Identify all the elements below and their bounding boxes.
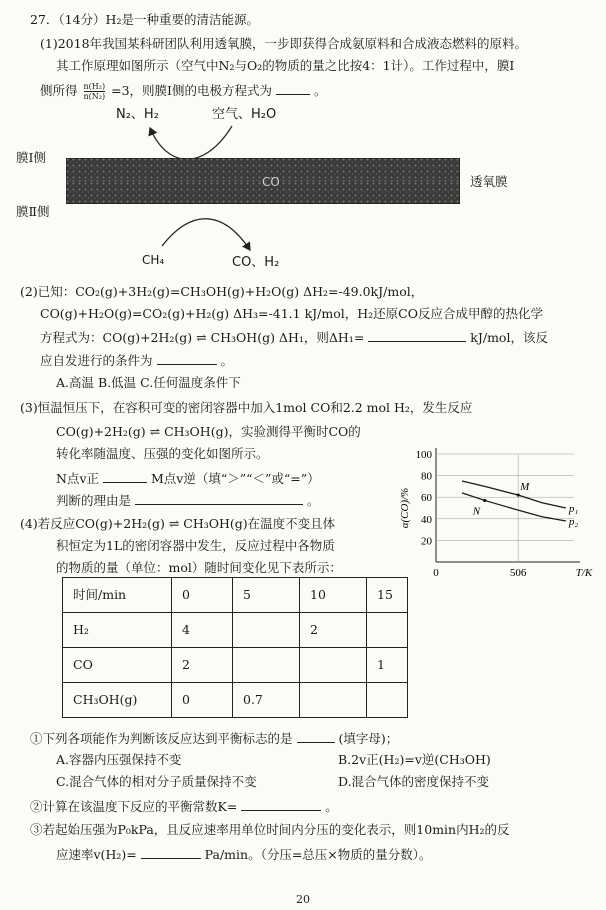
sub1-line [30,730,398,748]
x-axis-label: T/K [575,567,593,578]
part3-line5-b: 。 [306,493,320,508]
point-label: N [472,505,481,518]
answer-blank-dh1[interactable] [368,329,466,342]
answer-blank-k[interactable] [241,798,321,811]
table-cell [367,613,408,648]
conversion-chart [398,438,594,578]
answer-blank-compare[interactable] [103,470,147,483]
data-table [62,577,408,718]
part2-line2: CO(g)+H₂O(g)=CO₂(g)+H₂(g) ΔH₃=-41.1 kJ/mol，H₂还原CO反应合成甲醇的热化学 [40,306,543,321]
part3-line5 [56,492,320,510]
table-cell [233,613,300,648]
table-cell: 5 [233,578,300,613]
y-tick-label: 100 [415,449,432,461]
part4-line3: 的物质的量（单位：mol）随时间变化见下表所示： [56,560,342,575]
part2-line3 [40,329,548,347]
option-b: B.2v正(H₂)=v逆(CH₃OH) [338,752,491,767]
sub1-text: ①下列各项能作为判断该反应达到平衡标志的是 [30,731,293,746]
series-line-1 [462,481,566,508]
part3-line3: 转化率随温度、压强的变化如图所示。 [56,446,269,461]
answer-blank-equilibrium[interactable] [297,730,335,743]
membrane-side-2-label: 膜Ⅱ侧 [16,204,50,219]
table-cell: 1 [367,648,408,683]
table-row [63,683,408,718]
point-marker [517,493,520,496]
y-tick-label: 20 [421,535,432,548]
table-cell: 15 [367,578,408,613]
table-cell: CO [63,648,172,683]
membrane-side-1-label: 膜Ⅰ侧 [16,150,46,165]
question-header: 27．（14分）H₂是一种重要的清洁能源。 [30,12,259,27]
table-row [63,578,408,613]
arrow-bottom-curve [162,219,250,250]
part4-line2: 积恒定为1L的密闭容器中发生，反应过程中各物质 [56,538,335,553]
sub3-suffix: Pa/min。（分压=总压×物质的量分数）。 [204,847,432,862]
diagram-bottom-left-label: CH₄ [142,253,165,267]
diagram-arrows [0,0,606,300]
part1-line2: 其工作原理如图所示（空气中N₂与O₂的物质的量之比按4：1计）。工作过程中，膜Ⅰ [56,58,515,73]
y-tick-label: 40 [421,513,432,526]
x-tick-label: 0 [433,567,439,578]
diagram-top-left-label: N₂、H₂ [116,107,159,122]
part1-line3-a: 侧所得 [40,83,78,98]
diagram-top-right-label: 空气、H₂O [212,107,277,122]
arrow-top-curve [150,126,232,159]
diagram-bottom-right-label: CO、H₂ [232,255,280,270]
y-tick-label: 80 [421,470,432,483]
ratio-numerator: n(H₂) [83,82,106,91]
option-d: D.混合气体的密度保持不变 [338,774,490,789]
part4-line1: (4)若反应CO(g)+2H₂(g) ⇌ CH₃OH(g)在温度不变且体 [20,516,336,531]
sub2-line [30,798,338,816]
answer-blank-rate[interactable] [141,846,201,859]
table-cell [233,648,300,683]
part1-line3-c: 。 [313,83,327,98]
table-cell: 0 [172,578,233,613]
part2-line4-b: 。 [220,353,233,368]
sub1-suffix: (填字母)； [338,731,399,746]
sub3-line1: ③若起始压强为P₀kPa，且反应速率用单位时间内分压的变化表示，则10min内H₂的反 [30,822,510,837]
table-cell [300,683,367,718]
chart-axes [399,448,593,578]
point-marker [483,499,486,502]
part3-line4 [56,470,320,488]
ratio-denominator: n(N₂) [83,92,106,101]
sub2-suffix: 。 [325,799,338,814]
table-cell: 0 [172,683,233,718]
table-cell: 时间/min [63,578,172,613]
part2-line4-a: 应自发进行的条件为 [40,353,153,368]
part3-line2: CO(g)+2H₂(g) ⇌ CH₃OH(g)，实验测得平衡时CO的 [56,424,361,439]
table-cell: 10 [300,578,367,613]
sub3-line2 [56,846,432,864]
table-cell: 2 [300,613,367,648]
part2-options: A.高温 B.低温 C.任何温度条件下 [56,375,241,390]
part1-line1: (1)2018年我国某科研团队利用透氧膜，一步即获得合成氨原料和合成液态燃料的原料。 [40,36,528,51]
option-c: C.混合气体的相对分子质量保持不变 [56,774,257,789]
data-table-body [63,578,408,718]
table-cell: CH₃OH(g) [63,683,172,718]
option-a: A.容器内压强保持不变 [56,752,182,767]
table-cell: 2 [172,648,233,683]
table-row [63,648,408,683]
y-axis-label: α(CO)/% [399,487,411,529]
part3-line1: (3)恒温恒压下，在容积可变的密闭容器中加入1mol CO和2.2 mol H₂，发生反应 [20,400,473,415]
part2-line4 [40,352,233,370]
table-cell [300,648,367,683]
part3-line4-a: N点v正 [56,471,99,486]
membrane-inner-label: CO [262,175,280,189]
page-number: 20 [296,893,310,906]
y-tick-label: 60 [421,492,432,505]
answer-blank-condition[interactable] [157,352,217,365]
sub3-text: 应速率v(H₂)= [56,847,137,862]
series-label: p₁ [568,503,579,515]
point-label: M [520,481,530,494]
table-row [63,613,408,648]
series-label: p₂ [568,515,579,528]
part1-line3-b: =3，则膜Ⅰ侧的电极方程式为 [111,83,272,98]
membrane-label: 透氧膜 [470,174,508,189]
table-cell: H₂ [63,613,172,648]
part2-line3-b: kJ/mol，该反 [470,330,548,345]
sub2-text: ②计算在该温度下反应的平衡常数K= [30,799,238,814]
table-cell: 4 [172,613,233,648]
part2-line1: (2)已知：CO₂(g)+3H₂(g)=CH₃OH(g)+H₂O(g) ΔH₂=-49.0kJ/mol， [20,284,424,299]
part2-line3-a: 方程式为：CO(g)+2H₂(g) ⇌ CH₃OH(g) ΔH₁，则ΔH₁= [40,330,365,345]
table-cell: 0.7 [233,683,300,718]
x-tick-label: 506 [509,567,527,578]
table-cell [367,683,408,718]
answer-blank-reason[interactable] [135,492,303,505]
part3-line5-a: 判断的理由是 [56,493,132,508]
part3-line4-b: M点v逆（填“＞”“＜”或“=”） [150,471,320,486]
